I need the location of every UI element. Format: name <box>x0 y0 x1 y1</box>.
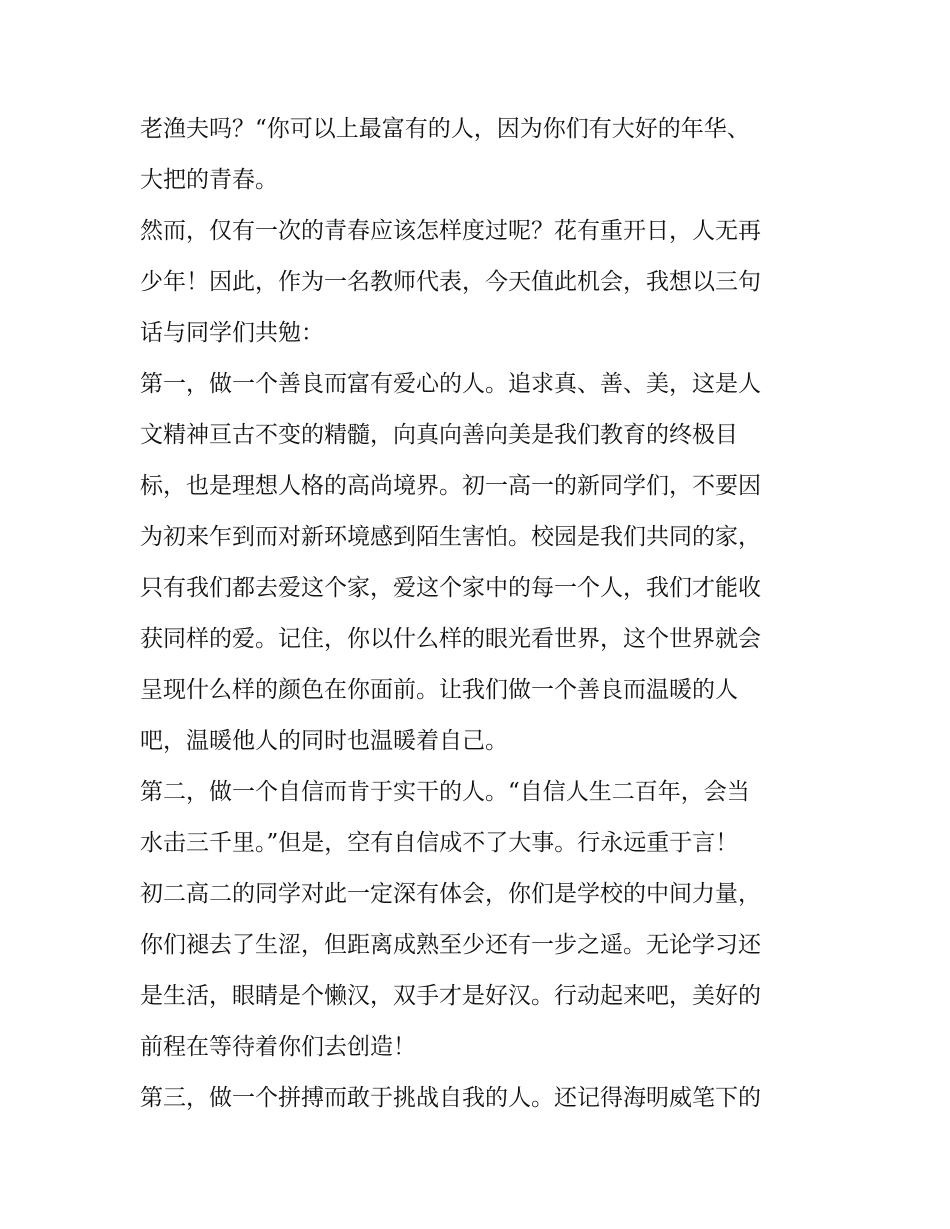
text-line: 标，也是理想人格的高尚境界。初一高一的新同学们，不要因 <box>140 473 761 499</box>
text-line: 大把的青春。 <box>140 167 278 193</box>
text-line: 你们褪去了生涩，但距离成熟至少还有一步之遥。无论学习还 <box>140 932 761 958</box>
text-line: 老渔夫吗？“你可以上最富有的人，因为你们有大好的年华、 <box>140 116 750 142</box>
text-line: 前程在等待着你们去创造！ <box>140 1034 416 1060</box>
text-line: 获同样的爱。记住，你以什么样的眼光看世界，这个世界就会 <box>140 626 761 652</box>
text-line: 是生活，眼睛是个懒汉，双手才是好汉。行动起来吧，美好的 <box>140 983 761 1009</box>
text-line: 呈现什么样的颜色在你面前。让我们做一个善良而温暖的人 <box>140 677 738 703</box>
text-line: 第二，做一个自信而肯于实干的人。“自信人生二百年，会当 <box>140 779 750 805</box>
text-line: 只有我们都去爱这个家，爱这个家中的每一个人，我们才能收 <box>140 575 761 601</box>
text-line: 水击三千里。”但是，空有自信成不了大事。行永远重于言！ <box>140 830 739 856</box>
text-line: 吧，温暖他人的同时也温暖着自己。 <box>140 728 508 754</box>
text-line: 第一，做一个善良而富有爱心的人。追求真、善、美，这是人 <box>140 371 761 397</box>
text-line: 少年！因此，作为一名教师代表，今天值此机会，我想以三句 <box>140 269 761 295</box>
text-line: 话与同学们共勉： <box>140 320 324 346</box>
text-line: 文精神亘古不变的精髓，向真向善向美是我们教育的终极目 <box>140 422 738 448</box>
text-line: 初二高二的同学对此一定深有体会，你们是学校的中间力量， <box>140 881 761 907</box>
text-line: 第三，做一个拼搏而敢于挑战自我的人。还记得海明威笔下的 <box>140 1085 761 1111</box>
document-body <box>140 104 820 1124</box>
text-line: 为初来乍到而对新环境感到陌生害怕。校园是我们共同的家， <box>140 524 761 550</box>
text-line: 然而，仅有一次的青春应该怎样度过呢？花有重开日，人无再 <box>140 218 761 244</box>
